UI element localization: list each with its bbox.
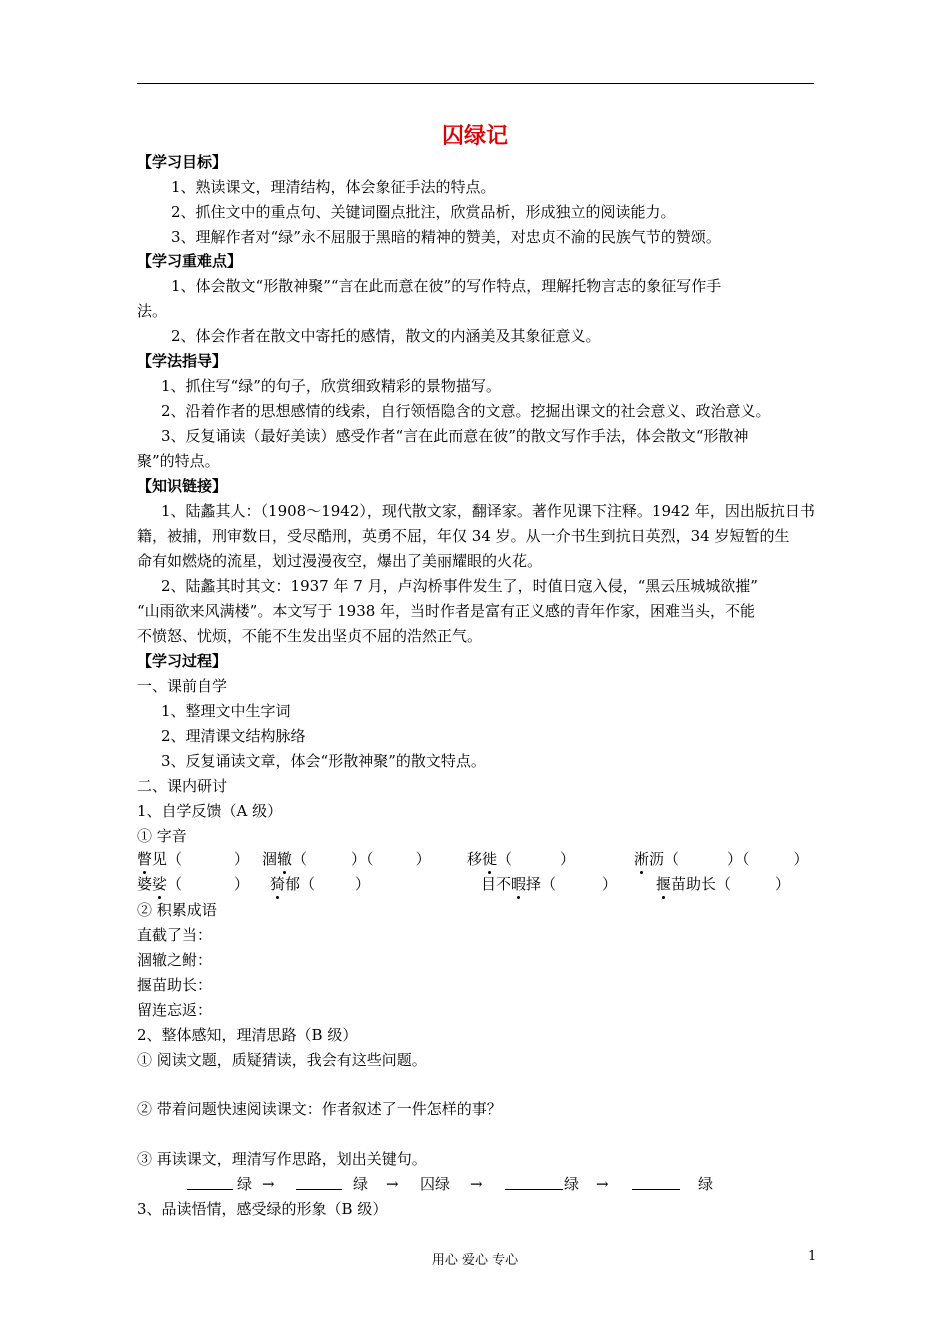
sub-heading: 1、自学反馈（A 级） [137, 802, 283, 820]
knowledge-paragraph-line: “山雨欲来风满楼”。本文写于 1938 年，当时作者是富有正义感的青年作家，困难当头，不能 [137, 602, 756, 620]
heading-key-points: 【学习重难点】 [137, 252, 243, 270]
self-study-item: 1、整理文中生字词 [161, 702, 291, 720]
flow-blank [505, 1174, 563, 1195]
self-study-item: 2、理清课文结构脉络 [161, 727, 306, 745]
pronunciation-item: 猗郁（ ） [270, 875, 371, 893]
method-item-continued: 聚”的特点。 [137, 452, 220, 470]
flow-blank [296, 1174, 342, 1195]
pronunciation-label: ① 字音 [137, 827, 187, 845]
self-study-item: 3、反复诵读文章，体会“形散神聚”的散文特点。 [161, 752, 486, 770]
key-point-item-continued: 法。 [137, 302, 168, 320]
arrow-icon: → [386, 1175, 399, 1193]
flow-word: 绿 [237, 1175, 253, 1193]
dotted-char: 徙 [482, 850, 498, 868]
flow-word: 囚绿 [420, 1175, 451, 1193]
flow-word: 绿 [564, 1175, 580, 1193]
pronunciation-item: 目不暇择（ ） [481, 875, 618, 893]
heading-knowledge-link: 【知识链接】 [137, 477, 228, 495]
arrow-icon: → [596, 1175, 609, 1193]
goal-item: 1、熟读课文，理清结构，体会象征手法的特点。 [171, 178, 496, 196]
document-title: 囚绿记 [441, 123, 508, 149]
arrow-icon: → [262, 1175, 275, 1193]
idiom-item: 直截了当： [137, 926, 213, 944]
flow-blank [632, 1174, 680, 1195]
flow-word: 绿 [353, 1175, 369, 1193]
method-item: 2、沿着作者的思想感情的线索，自行领悟隐含的文意。挖掘出课文的社会意义、政治意义。 [161, 402, 771, 420]
heading-learning-goals: 【学习目标】 [137, 153, 228, 171]
knowledge-paragraph-line: 1、陆蠡其人：（1908～1942），现代散文家，翻译家。著作见课下注释。1942 年，因出版抗日书 [161, 502, 815, 520]
page-number: 1 [808, 1249, 817, 1264]
key-point-item: 1、体会散文“形散神聚”“言在此而意在彼”的写作特点，理解托物言志的象征写作手 [171, 277, 722, 295]
goal-item: 3、理解作者对“绿”永不屈服于黑暗的精神的赞美，对忠贞不渝的民族气节的赞颂。 [171, 228, 721, 246]
heading-learning-process: 【学习过程】 [137, 652, 228, 670]
dotted-char: 娑 [152, 875, 168, 893]
flow-word: 绿 [698, 1175, 714, 1193]
idiom-item: 留连忘返： [137, 1001, 213, 1019]
dotted-char: 辙 [277, 850, 293, 868]
sub-heading: 2、整体感知，理清思路（B 级） [137, 1026, 358, 1044]
key-point-item: 2、体会作者在散文中寄托的感情，散文的内涵美及其象征意义。 [171, 327, 601, 345]
sub-heading: 3、品读悟情，感受绿的形象（B 级） [137, 1200, 388, 1218]
knowledge-paragraph-line: 籍，被捕，刑审数日，受尽酷刑，英勇不屈，年仅 34 岁。从一介书生到抗日英烈，34 岁短暂的生 [137, 527, 790, 545]
page-footer: 用心 爱心 专心 [431, 1253, 519, 1268]
pronunciation-item: 揠苗助长（ ） [656, 875, 791, 893]
dotted-char: 猗 [270, 875, 286, 893]
pronunciation-item: 移徙（ ） [467, 850, 576, 868]
part-heading: 二、课内研讨 [137, 777, 228, 795]
method-item: 1、抓住写“绿”的句子，欣赏细致精彩的景物描写。 [161, 377, 501, 395]
arrow-icon: → [470, 1175, 483, 1193]
question-item: ① 阅读文题，质疑猜读，我会有这些问题。 [137, 1051, 427, 1069]
pronunciation-item: 婆娑（ ） [137, 875, 250, 893]
dotted-char: 暇 [511, 875, 527, 893]
heading-method-guide: 【学法指导】 [137, 352, 228, 370]
idiom-item: 揠苗助长： [137, 976, 213, 994]
method-item: 3、反复诵读（最好美读）感受作者“言在此而意在彼”的散文写作手法，体会散文“形散神 [161, 427, 749, 445]
knowledge-paragraph-line: 不愤怒、忧烦，不能不生发出坚贞不屈的浩然正气。 [137, 627, 483, 645]
dotted-char: 瞥 [137, 850, 153, 868]
pronunciation-item: 涸辙（ ）（ ） [262, 850, 431, 868]
question-item: ③ 再读课文，理清写作思路，划出关键句。 [137, 1150, 427, 1168]
knowledge-paragraph-line: 命有如燃烧的流星，划过漫漫夜空，爆出了美丽耀眼的火花。 [137, 552, 543, 570]
dotted-char: 揠 [656, 875, 672, 893]
goal-item: 2、抓住文中的重点句、关键词圈点批注，欣赏品析，形成独立的阅读能力。 [171, 203, 676, 221]
flow-blank [187, 1174, 233, 1195]
knowledge-paragraph-line: 2、陆蠡其时其文：1937 年 7 月，卢沟桥事件发生了，时值日寇入侵，“黑云压城城欲摧” [161, 577, 758, 595]
idiom-item: 涸辙之鲋： [137, 951, 213, 969]
question-item: ② 带着问题快速阅读课文：作者叙述了一件怎样的事？ [137, 1100, 502, 1118]
pronunciation-item: 淅沥（ ）（ ） [634, 850, 809, 868]
pronunciation-item: 瞥见（ ） [137, 850, 250, 868]
header-rule [137, 83, 814, 84]
dotted-char: 淅 [634, 850, 650, 868]
part-heading: 一、课前自学 [137, 677, 228, 695]
idiom-label: ② 积累成语 [137, 901, 217, 919]
